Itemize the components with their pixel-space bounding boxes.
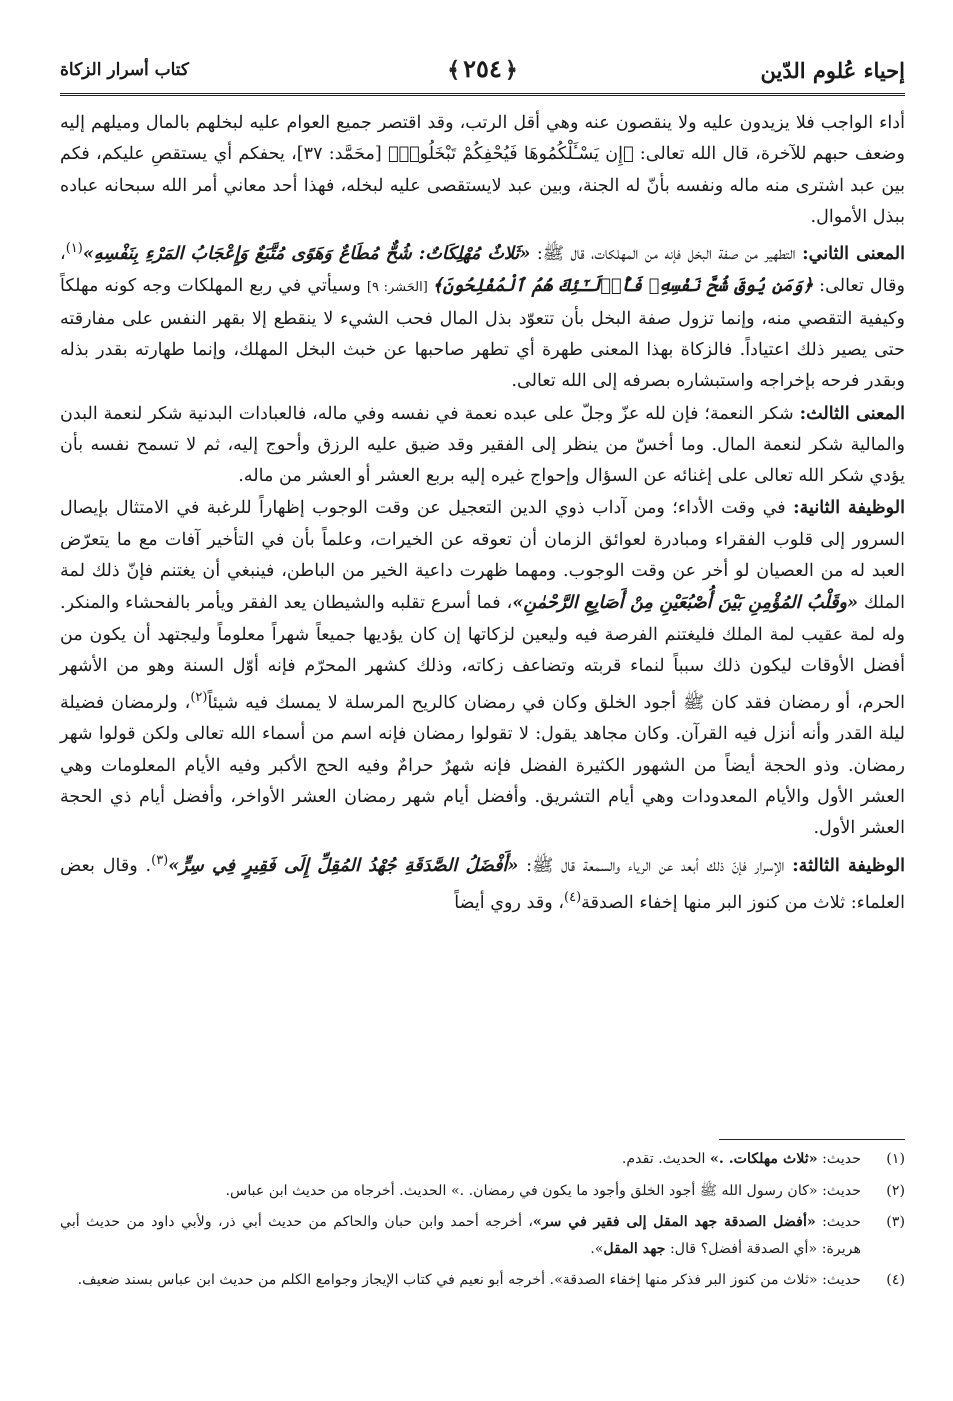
footnote-number: (٢) xyxy=(886,1182,905,1199)
hadith-quote: «ثَلاثٌ مُهْلِكَاتٌ: شُحٌّ مُطَاعٌ وَهَوًى مُتَّبَعٌ وَإِعْجَابُ المَرْءِ بِنَفْسِهِ» xyxy=(82,243,531,265)
footnote-item xyxy=(60,1209,905,1262)
text-run: ، أخرجه أحمد وابن حبان والحاكم من حديث أبي ذر، ولأبي داود من حديث أبي هريرة: «أي الصدقة أفضل؟ قال: xyxy=(60,1214,861,1257)
text-run: ، ولرمضان فضيلة ليلة القدر وأنه أنزل فيه القرآن. وكان مجاهد يقول: لا تقولوا رمضان فإنه اسم من أسماء الله تعالى ولكن قولوا شهر رمضان. وذو الحجة أيضاً من الشهور الكثيرة الفضل فإنه شهرٌ حرامٌ وفيه الحج الأكبر وفيه الأيام المعلومات وهي العشر الأول والأيام المعدودات وهي أيام التشريق. وأفضل أيام شهر رمضان العشر الأواخر، وأفضل أيام ذي الحجة العشر الأول. xyxy=(60,693,905,839)
footnote-item xyxy=(60,1146,905,1173)
footnote-text xyxy=(60,1146,861,1173)
book-title: إحياء عُلوم الدّين xyxy=(760,58,905,83)
text-run: شكر النعمة؛ فإن لله عزّ وجلّ على عبده نعمة في نفسه وفي ماله، فالعبادات البدنية شكر لنعمة البدن والمالية شكر لنعمة المال. وما أخسّ من ينظر إلى الفقير وقد ضيق عليه الرزق وأحوج إليه، ثم لا تسمح نفسه بأن يؤدي شكر الله تعالى على إغنائه عن السؤال وإحواج غيره إليه بربع العشر أو العشر من ماله. xyxy=(60,403,905,487)
footnote-ref: (٤) xyxy=(564,889,582,905)
ornament-right-icon: ﴿ xyxy=(504,57,518,83)
footnote-number: (٣) xyxy=(886,1214,905,1230)
text-run: في وقت الأداء؛ ومن آداب ذوي الدين التعجيل عن وقت الوجوب إظهاراً للرغبة في الامتثال بإيصال السرور إلى قلوب الفقراء ومبادرة لعوائق الزمان أن تعوقه عن الخيرات، وعلماً بأن في التأخير آفات مع ما يتعرّض العبد له من العصيان لو أخر عن وقت الوجوب. ومهما ظهرت داعية الخير من الباطن، فينبغي أن يغتنم فإنّ ذلك لمة الملك xyxy=(60,498,905,614)
paragraph-1: أداء الواجب فلا يزيدون عليه ولا ينقصون عنه وهي أقل الرتب، وقد اقتصر جميع العوام عليه لبخلهم بالمال وميلهم إليه وضعف حبهم للآخرة، قال الله تعالى: ﴿إِن يَسْـَٔلْكُمُوهَا فَيُحْفِكُمْ تَبْخَلُوا۟﴾ [محَمَّد: ٣٧]، يحفكم أي يستقصِ عليكم، فكم بين عبد اشترى منه ماله ونفسه بأنّ له الجنة، وبين عبد لايستقصى عليه لبخله، فهذا أحد معاني أمر الله سبحانه عباده ببذل الأموال. xyxy=(60,113,905,227)
section-label: الوظيفة الثانية: xyxy=(793,497,905,519)
paragraph-2 xyxy=(60,233,905,397)
text-run: . وقال بعض العلماء: ثلاث من كنوز البر منها إخفاء الصدقة xyxy=(60,855,905,913)
quran-reference: [الحَشر: ٩] xyxy=(366,280,433,296)
section-label: الوظيفة الثالثة: xyxy=(792,854,905,876)
footnote-ref: (٣) xyxy=(151,852,169,868)
footnote-number: (٤) xyxy=(886,1272,905,1288)
quran-quote: ﴿وَمَن يُوقَ شُحَّ نَفْسِهِۦ فَأُو۟لَـٰٓئِكَ هُمُ ٱلْمُفْلِحُونَ﴾ xyxy=(432,275,814,297)
text-run: ». xyxy=(590,1240,604,1257)
page-number: ٢٥٤ xyxy=(463,54,502,83)
footnote-hadith: جهد المقل xyxy=(603,1240,666,1257)
text-run: الحديث. تقدم. xyxy=(621,1151,710,1167)
ornament-left-icon: ﴾ xyxy=(447,57,461,83)
footnote-item xyxy=(60,1178,905,1205)
paragraph-5 xyxy=(60,845,905,919)
text-run: التطهير من صفة البخل فإنه من المهلكات، قال ﷺ: xyxy=(530,244,803,265)
chapter-title: كتاب أسرار الزكاة xyxy=(60,60,189,80)
header-divider xyxy=(60,93,905,96)
text-run: ، فما أسرع تقلبه والشيطان يعد الفقر ويأمر بالفحشاء والمنكر. وله لمة عقيب لمة الملك فليغتنم الفرصة فيه وليعين لزكاتها إن كان يؤديها جميعاً شهراً معلوماً وليجتهد أن يكون من أفضل الأوقات ليكون ذلك سبباً لنماء قربته وتضاعف زكاته، وذلك كشهر المحرّم فإنه أوّل السنة وهو من الأشهر الحرم، أو رمضان فقد كان ﷺ أجود الخلق وكان في رمضان كالريح المرسلة لا يمسك فيه شيئاً xyxy=(60,593,906,714)
main-text xyxy=(60,108,905,919)
paragraph-3 xyxy=(60,398,905,493)
footnote-item xyxy=(60,1267,905,1294)
text-run: وسيأتي في ربع المهلكات وجه كونه مهلكاً وكيفية التقصي منه، وإنما تزول صفة البخل بأن تتعوّد بذل المال فحب الشيء لا ينقطع إلا بقهر النفس على مفارقته حتى يصير ذلك اعتياداً. فالزكاة بهذا المعنى طهرة أي تطهر صاحبها عن خبث البخل المهلك، وإنما طهارته بقدر بذله وبقدر فرحه بإخراجه واستبشاره بصرفه إلى الله تعالى. xyxy=(60,276,905,392)
page-number-block xyxy=(444,54,520,83)
section-label: المعنى الثاني: xyxy=(802,243,905,265)
footnote-text: حديث: «كان رسول الله ﷺ أجود الخلق وأجود ما يكون في رمضان. .» الحديث. أخرجاه من حديث ابن عباس. xyxy=(225,1182,861,1199)
hadith-quote: «أَفْضَلُ الصَّدَقَةِ جُهْدُ المُقِلِّ إِلَى فَقِيرٍ فِي سِرٍّ» xyxy=(168,854,519,876)
footnote-text: حديث: «ثلاث من كنوز البر فذكر منها إخفاء الصدقة». أخرجه أبو نعيم في كتاب الإيجاز وجوامع الكلم من حديث ابن عباس بسند ضعيف. xyxy=(77,1272,861,1288)
text-run: حديث: xyxy=(815,1214,861,1230)
footnote-text xyxy=(60,1209,861,1262)
footnote-number: (١) xyxy=(886,1151,905,1167)
footnote-hadith: «ثلاث مهلكات. .» xyxy=(709,1151,818,1167)
footnote-hadith: «أفضل الصدقة جهد المقل إلى فقير في سر» xyxy=(532,1214,816,1230)
text-run: ، وقد روي أيضاً xyxy=(454,892,565,913)
footnotes xyxy=(60,1146,905,1299)
text-run: الإسرار فإنّ ذلك أبعد عن الرياء والسمعة قال ﷺ: xyxy=(518,855,793,876)
text-run: ، وقال تعالى: xyxy=(60,244,905,297)
page-header xyxy=(60,50,905,96)
footnote-ref: (١) xyxy=(65,241,83,257)
footnote-ref: (٢) xyxy=(190,690,208,706)
paragraph-4 xyxy=(60,492,905,844)
section-label: المعنى الثالث: xyxy=(799,402,905,424)
text-run: حديث: xyxy=(817,1151,861,1167)
footnote-divider xyxy=(719,1139,905,1140)
hadith-quote: «وقَلْبُ المُؤْمِنِ بَيْنَ أُصْبُعَيْنِ مِنْ أَصَابِعِ الرَّحْمٰنِ» xyxy=(512,592,858,614)
